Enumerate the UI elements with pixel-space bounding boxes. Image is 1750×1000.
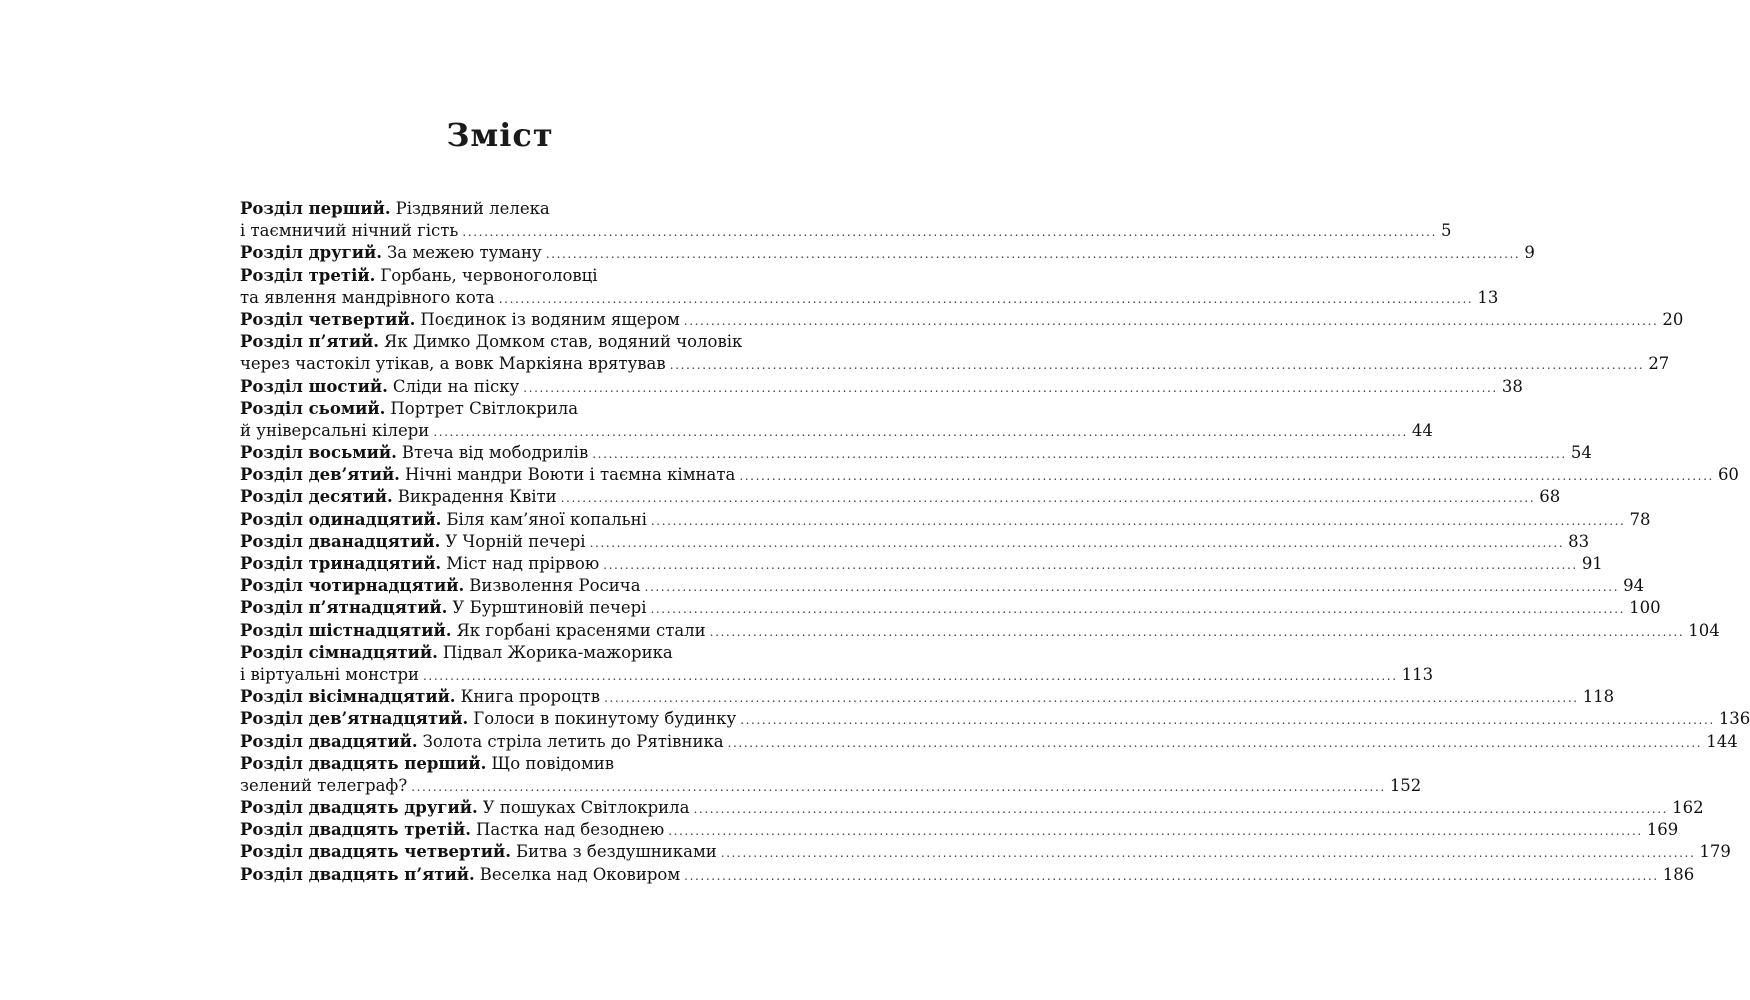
chapter-label: Розділ п’ятий. [240, 332, 380, 352]
toc-line [240, 331, 743, 353]
toc-line [240, 686, 1615, 708]
toc-line [240, 398, 720, 420]
dot-leader [670, 354, 1645, 376]
dot-leader [721, 842, 1696, 864]
toc-line [240, 198, 720, 220]
chapter-title: Веселка над Оковиром [479, 864, 681, 884]
page-number: 100 [1629, 598, 1661, 618]
chapter-title: і таємничий нічний гість [240, 221, 459, 241]
page-number: 60 [1717, 465, 1739, 485]
page-number: 91 [1581, 554, 1603, 573]
chapter-title: Втеча від мободрилів [401, 443, 589, 463]
page-number: 68 [1539, 487, 1561, 507]
chapter-title: Біля кам’яної копальні [446, 509, 647, 529]
page-number: 83 [1568, 531, 1590, 551]
chapter-title: Визволення Росича [469, 576, 641, 596]
toc-line [240, 620, 1720, 642]
page-number: 13 [1477, 287, 1499, 307]
dot-leader [651, 510, 1626, 532]
chapter-title: та явлення мандрівного кота [240, 287, 495, 307]
toc-line [240, 220, 1452, 242]
dot-leader [433, 421, 1408, 443]
chapter-title: і віртуальні монстри [240, 664, 420, 684]
chapter-label: Розділ тринадцятий. [240, 554, 442, 573]
chapter-title: Портрет Світлокрила [390, 398, 579, 418]
dot-leader [739, 465, 1714, 487]
page-number: 118 [1582, 687, 1615, 707]
chapter-title: Книга пророцтв [460, 687, 601, 707]
toc-line [240, 642, 720, 664]
page-number: 44 [1411, 420, 1433, 440]
page-number: 136 [1718, 709, 1750, 729]
toc-line [240, 531, 1590, 553]
chapter-label: Розділ двадцять четвертий. [240, 842, 512, 862]
chapter-label: Розділ третій. [240, 265, 376, 285]
chapter-title: Викрадення Квіти [397, 487, 557, 507]
toc-line [240, 242, 1535, 264]
page-number: 54 [1570, 443, 1592, 463]
toc-line [240, 486, 1561, 508]
page-number: 27 [1648, 354, 1670, 374]
toc-line [240, 420, 1433, 442]
dot-leader [462, 221, 1437, 243]
chapter-label: Розділ восьмий. [240, 443, 397, 463]
toc-line [240, 664, 1434, 686]
chapter-label: Розділ вісімнадцятий. [240, 687, 456, 707]
dot-leader [411, 776, 1386, 798]
dot-leader [710, 621, 1685, 643]
table-of-contents [240, 198, 1750, 886]
chapter-label: Розділ шістнадцятий. [240, 620, 452, 640]
chapter-title: Нічні мандри Воюти і таємна кімната [404, 465, 736, 485]
page-number: 179 [1699, 842, 1731, 862]
dot-leader [523, 377, 1498, 399]
page-number: 152 [1389, 775, 1422, 795]
page-number: 94 [1623, 576, 1645, 596]
page-number: 186 [1662, 864, 1695, 884]
chapter-title: Золота стріла летить до Рятівника [422, 731, 724, 751]
dot-leader [694, 798, 1669, 820]
dot-leader [728, 732, 1703, 754]
chapter-title: Підвал Жорика-мажорика [442, 642, 673, 662]
toc-line [240, 509, 1651, 531]
page-number: 78 [1629, 509, 1651, 529]
toc-line [240, 265, 720, 287]
dot-leader [546, 243, 1521, 265]
chapter-title: й універсальні кілери [240, 420, 430, 440]
chapter-label: Розділ дев’ятий. [240, 465, 400, 485]
toc-line [240, 753, 720, 775]
dot-leader [740, 709, 1715, 731]
chapter-label: Розділ двадцять перший. [240, 753, 487, 773]
dot-leader [650, 598, 1625, 620]
chapter-title: Різдвяний лелека [395, 199, 550, 218]
toc-line [240, 553, 1603, 575]
chapter-label: Розділ дев’ятнадцятий. [240, 709, 469, 729]
chapter-title: Пастка над безоднею [476, 820, 665, 840]
dot-leader [645, 576, 1620, 598]
page-number: 38 [1501, 376, 1523, 396]
chapter-title: Поєдинок із водяним ящером [420, 309, 680, 329]
chapter-label: Розділ одинадцятий. [240, 509, 442, 529]
chapter-title: через частокіл утікав, а вовк Маркіяна врятував [240, 354, 666, 374]
dot-leader [423, 665, 1398, 687]
toc-line [240, 708, 1750, 730]
chapter-title: У пошуках Світлокрила [482, 798, 690, 818]
chapter-label: Розділ другий. [240, 243, 383, 263]
page-number: 5 [1441, 221, 1452, 241]
chapter-title: Сліди на піску [392, 376, 520, 396]
chapter-label: Розділ дванадцятий. [240, 531, 441, 551]
toc-line [240, 597, 1661, 619]
toc-line [240, 376, 1523, 398]
toc-line [240, 775, 1422, 797]
toc-line [240, 797, 1704, 819]
page-number: 20 [1662, 309, 1684, 329]
dot-leader [604, 687, 1579, 709]
chapter-title: Як горбані красенями стали [456, 620, 706, 640]
chapter-label: Розділ двадцятий. [240, 731, 418, 751]
chapter-label: Розділ чотирнадцятий. [240, 576, 465, 596]
dot-leader [499, 288, 1474, 310]
dot-leader [592, 443, 1567, 465]
toc-line [240, 841, 1731, 863]
dot-leader [561, 487, 1536, 509]
chapter-label: Розділ перший. [240, 199, 391, 218]
chapter-title: Міст над прірвою [446, 554, 600, 573]
chapter-title: За межею туману [387, 243, 542, 263]
dot-leader [668, 820, 1643, 842]
chapter-title: У Чорній печері [445, 531, 586, 551]
toc-line [240, 464, 1739, 486]
toc-line [240, 442, 1592, 464]
page-number: 162 [1672, 798, 1704, 818]
toc-line [240, 819, 1679, 841]
page-number: 144 [1706, 731, 1738, 751]
dot-leader [590, 532, 1565, 554]
chapter-label: Розділ п’ятнадцятий. [240, 598, 448, 618]
chapter-title: Горбань, червоноголовці [380, 265, 598, 285]
toc-line [240, 575, 1645, 597]
chapter-label: Розділ четвертий. [240, 309, 416, 329]
toc-line [240, 287, 1499, 309]
toc-line [240, 353, 1670, 375]
dot-leader [684, 310, 1659, 332]
chapter-label: Розділ десятий. [240, 487, 393, 507]
chapter-title: зелений телеграф? [240, 775, 408, 795]
page-number: 169 [1646, 820, 1679, 840]
page-title: Зміст [446, 116, 554, 154]
dot-leader [684, 865, 1659, 887]
toc-line [240, 864, 1695, 886]
page-number: 9 [1524, 243, 1535, 263]
toc-line [240, 731, 1738, 753]
chapter-label: Розділ сьомий. [240, 398, 386, 418]
chapter-label: Розділ шостий. [240, 376, 388, 396]
chapter-label: Розділ двадцять третій. [240, 820, 472, 840]
chapter-title: Битва з бездушниками [516, 842, 717, 862]
chapter-title: Як Димко Домком став, водяний чоловік [384, 332, 743, 352]
chapter-title: У Бурштиновій печері [452, 598, 647, 618]
chapter-title: Голоси в покинутому будинку [473, 709, 737, 729]
chapter-label: Розділ двадцять п’ятий. [240, 864, 475, 884]
page-number: 113 [1401, 664, 1434, 684]
dot-leader [603, 554, 1578, 576]
chapter-label: Розділ сімнадцятий. [240, 642, 438, 662]
toc-line [240, 309, 1684, 331]
chapter-title: Що повідомив [491, 753, 615, 773]
page-number: 104 [1688, 620, 1720, 640]
chapter-label: Розділ двадцять другий. [240, 798, 478, 818]
